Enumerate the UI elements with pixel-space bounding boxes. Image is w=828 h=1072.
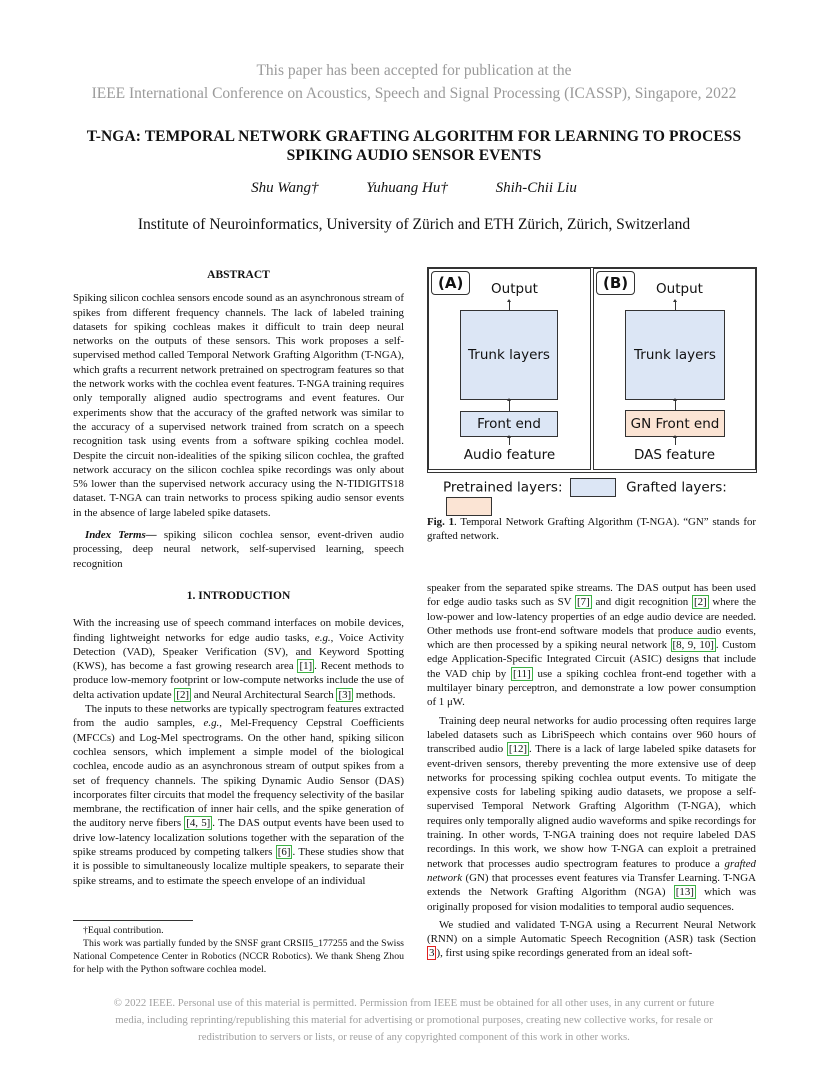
index-terms-text: spiking silicon cochlea sensor, event-driven audio processing, deep neural network, self-supervised learning, speech recognition xyxy=(73,529,404,570)
panel-a-front-end: Front end xyxy=(460,411,558,437)
panel-a-trunk-layers: Trunk layers xyxy=(460,310,558,400)
author-1: Shu Wang† xyxy=(251,180,319,196)
panel-b xyxy=(593,268,756,470)
footnote-rule xyxy=(73,920,193,921)
arrow-icon xyxy=(509,301,510,310)
left-column xyxy=(73,268,404,888)
index-terms-label: Index Terms— xyxy=(85,529,157,542)
abstract-text: Spiking silicon cochlea sensors encode sound as an asynchronous stream of spikes from different frequency channels. The lack of labeled training datasets for spiking cochleas makes it difficult to train deep neural networks on the outputs of these sensors. This work proposes a self-supervised method called Temporal Network Grafting Algorithm (T-NGA), which grafts a recurrent network pretrained on spectrogram features so that the network works with the cochlea event features. T-NGA training requires only temporally aligned audio spectrograms and event features. Our experiments show that the accuracy of the grafted network was similar to the accuracy of a supervised network trained from scratch on a speech recognition task using events from a software spiking cochlea model. Despite the circuit non-idealities of the spiking silicon cochlea, the grafted network accuracy on the silicon cochlea spike recordings was only about 5% lower than the supervised network accuracy using the N-TIDIGITS18 dataset. T-NGA can train networks to process spiking audio sensor events in the absence of large labeled spike datasets. xyxy=(73,292,404,519)
citation-link[interactable]: [8, 9, 10] xyxy=(672,639,714,652)
arrow-icon xyxy=(675,301,676,310)
section-link[interactable]: 3 xyxy=(429,947,435,960)
acceptance-notice xyxy=(0,59,828,105)
caption-text: . Temporal Network Grafting Algorithm (T-NGA). “GN” stands for grafted network. xyxy=(427,516,757,543)
right-paragraph-2: Training deep neural networks for audio processing often requires large labeled datasets such as LibriSpeech which contains over 960 hours of transcribed audio [12] . There is a lack of large labeled spike datasets for event-driven sensors, thereby preventing the more extensive use of deep networks for processing spiking cochlea output events. To mitigate the expensive costs for labeling spiking audio datasets, we propose a self-supervised Temporal Network Grafting Algorithm (T-NGA), which requires only temporally aligned audio waveforms and spike recordings for training. In other words, T-NGA training does not require labeled DAS recordings. In this work, we show how T-NGA can exploit a pretrained network that processes audio spectrogram features to produce a grafted network (GN) that processes event features via Transfer Learning. T-NGA extends the Network Grafting Algorithm (NGA) [13] which was originally proposed for vision modalities to temporal audio sequences. xyxy=(427,714,756,913)
footer-line-3: redistribution to servers or lists, or reuse of any copyrighted component of this work in other works. xyxy=(198,1031,630,1043)
panel-b-tag: (B) xyxy=(596,271,635,295)
arrow-icon xyxy=(675,437,676,445)
citation-link[interactable]: [2] xyxy=(693,596,707,609)
acceptance-line-1: This paper has been accepted for publication at the xyxy=(256,62,572,79)
intro-paragraph-2: The inputs to these networks are typically spectrogram features extracted from the audio samples, e.g., Mel-Frequency Cepstral Coefficients (MFCCs) and Log-Mel spectrograms. On the other hand, spiking silicon cochlea sensors, which implement a simple model of the biological cochlea, encode audio as an asynchronous stream of output spikes from a set of frequency channels. The spiking Dynamic Audio Sensor (DAS) incorporates filter circuits that model the frequency selectivity of the basilar membrane, the rectification of inner hair cells, and the spike generation of the auditory nerve fibers [4, 5] . The DAS output events have been used to drive low-latency localization solutions together with the separation of the spike streams produced by competing talkers [6] . These studies show that it is possible to simultaneously localize multiple speakers, to separate their spike streams, and to estimate the speech envelope of an individual xyxy=(73,703,404,887)
legend-pretrained-label: Pretrained layers: xyxy=(443,479,563,496)
intro-heading: 1. INTRODUCTION xyxy=(186,589,291,602)
panel-b-output: Output xyxy=(656,281,703,297)
intro-paragraph-1: With the increasing use of speech command interfaces on mobile devices, finding lightweight networks for edge audio tasks, e.g., Voice Activity Detection (VAD), Speaker Verification (SV), and Keyword Spotting (KWS), has become a fast growing research area [1] . Recent methods to produce low-memory footprint or low-compute networks include the use of delta activation update [2] and Neural Architectural Search [3] methods. xyxy=(73,617,404,701)
panel-a-input: Audio feature xyxy=(463,447,556,463)
paper-title xyxy=(40,127,788,165)
author-list xyxy=(0,180,828,197)
citation-link[interactable]: [7] xyxy=(577,596,590,609)
citation-link[interactable]: [6] xyxy=(277,845,291,858)
title-line-1: T-NGA: TEMPORAL NETWORK GRAFTING ALGORITHM FOR LEARNING TO PROCESS xyxy=(86,128,742,145)
panel-b-gn-front-end: GN Front end xyxy=(625,410,725,437)
legend-grafted-swatch xyxy=(446,497,492,516)
footnotes xyxy=(73,920,404,976)
affiliation: Institute of Neuroinformatics, University of Zürich and ETH Zürich, Zürich, Switzerland xyxy=(137,216,691,233)
footer-line-1: © 2022 IEEE. Personal use of this material is permitted. Permission from IEEE must be obtained for all other uses, in any current or future xyxy=(113,997,715,1009)
figure-1 xyxy=(427,267,757,473)
arrow-icon xyxy=(509,400,510,411)
arrow-icon xyxy=(509,437,510,445)
index-terms xyxy=(73,528,404,571)
citation-link[interactable]: [13] xyxy=(675,886,694,899)
citation-link[interactable]: [12] xyxy=(508,743,528,756)
panel-b-input: DAS feature xyxy=(634,447,715,463)
author-2: Yuhuang Hu† xyxy=(366,180,448,196)
right-paragraph-3: We studied and validated T-NGA using a Recurrent Neural Network (RNN) on a simple Automatic Speech Recognition (ASR) task (Section 3 ), first using spike recordings generated from an ideal soft- xyxy=(427,918,756,960)
figure-caption xyxy=(427,515,756,544)
citation-link[interactable]: [3] xyxy=(338,688,352,701)
panel-b-trunk-layers: Trunk layers xyxy=(625,310,725,400)
legend-pretrained-swatch xyxy=(570,478,616,497)
acceptance-line-2: IEEE International Conference on Acoustics, Speech and Signal Processing (ICASSP), Singapore, 2022 xyxy=(91,85,737,102)
footnote-funding: This work was partially funded by the SNSF grant CRSII5_177255 and the Swiss National Competence Center in Robotics (NCCR Robotics). We thank Sheng Zhou for help with the Python software cochlea model. xyxy=(73,938,404,975)
legend-grafted-label: Grafted layers: xyxy=(626,479,727,496)
panel-a xyxy=(428,268,591,470)
figure-legend xyxy=(443,478,743,516)
panel-a-tag: (A) xyxy=(431,271,470,295)
footnote-equal-contribution: †Equal contribution. xyxy=(83,925,164,936)
citation-link[interactable]: [1] xyxy=(299,660,313,673)
author-3: Shih-Chii Liu xyxy=(495,180,577,196)
citation-link[interactable]: [11] xyxy=(513,667,531,680)
copyright-footer xyxy=(0,995,828,1046)
citation-link[interactable]: [4, 5] xyxy=(186,817,211,830)
caption-label: Fig. 1 xyxy=(427,516,455,528)
panel-a-output: Output xyxy=(491,281,538,297)
title-line-2: SPIKING AUDIO SENSOR EVENTS xyxy=(286,147,542,164)
right-paragraph-1: speaker from the separated spike streams. The DAS output has been used for edge audio tasks such as SV [7] and digit recognition [2] where the low-power and low-latency properties of an edge audio device are needed. Other methods use front-end software models that produce audio events, which are then processed by a spiking neural network [8, 9, 10] . Custom edge Application-Specific Integrated Circuit (ASIC) designs that include the VAD chip by [11] use a spiking cochlea front-end together with a multilayer binary perceptron, and demonstrate a low power consumption of 1 μW. xyxy=(427,582,757,709)
arrow-icon xyxy=(675,400,676,410)
footer-line-2: media, including reprinting/republishing this material for advertising or promotional purposes, creating new collective works, for resale or xyxy=(115,1014,713,1026)
abstract-heading: ABSTRACT xyxy=(207,269,270,281)
right-column xyxy=(427,581,756,961)
citation-link[interactable]: [2] xyxy=(176,688,190,701)
